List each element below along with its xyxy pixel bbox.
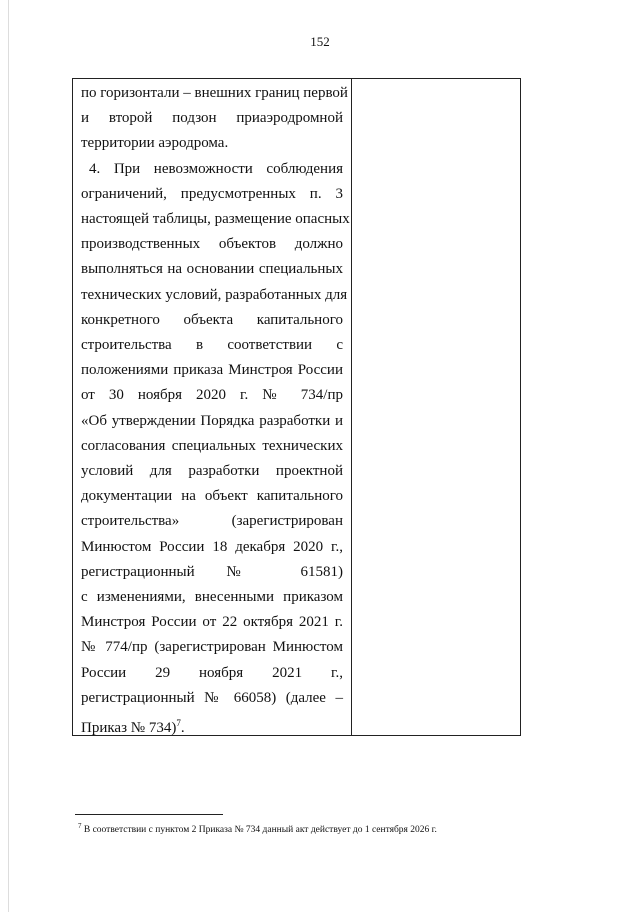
scan-edge xyxy=(8,0,9,912)
text-line: регистрационный № 61581) xyxy=(81,563,343,580)
footnote-reference[interactable]: 7 xyxy=(176,718,181,729)
text-line: и второй подзон приаэродромной xyxy=(81,110,343,127)
page-number: 152 xyxy=(310,34,330,49)
text-line: согласования специальных технических xyxy=(81,437,343,454)
text-line: от 30 ноября 2020 г. № 734/пр xyxy=(81,387,343,404)
table-left-cell xyxy=(72,78,352,736)
text-line-final: Приказ № 734)$^7$. xyxy=(81,718,185,737)
footnote xyxy=(78,822,437,835)
text-line: территории аэродрома. xyxy=(81,135,229,152)
text-line: России 29 ноября 2021 г., xyxy=(81,664,343,681)
text-line: технических условий, разработанных для xyxy=(81,286,348,303)
text-line: выполняться на основании специальных xyxy=(81,261,343,278)
text-line: Минюстом России 18 декабря 2020 г., xyxy=(81,538,343,555)
text-line: условий для разработки проектной xyxy=(81,463,343,480)
text-line: № 774/пр (зарегистрирован Минюстом xyxy=(81,639,343,656)
text-line: производственных объектов должно xyxy=(81,236,343,253)
footnote-divider xyxy=(75,814,223,815)
footnote-text: В соответствии с пунктом 2 Приказа № 734 данный акт действует до 1 сентября 2026 г. xyxy=(83,825,437,836)
final-line-text: Приказ № 734) xyxy=(81,720,177,737)
text-line: с изменениями, внесенными приказом xyxy=(81,589,343,606)
text-line: строительства» (зарегистрирован xyxy=(81,513,343,530)
text-line: строительства в соответствии с xyxy=(81,337,343,354)
text-line: по горизонтали – внешних границ первой xyxy=(81,85,348,101)
footnote-marker: 7 xyxy=(78,822,82,830)
text-line: ограничений, предусмотренных п. 3 xyxy=(81,185,343,202)
text-line: «Об утверждении Порядка разработки и xyxy=(81,412,343,429)
text-line: регистрационный № 66058) (далее – xyxy=(81,689,343,706)
cell-text xyxy=(81,81,350,741)
text-line: 4. При невозможности соблюдения xyxy=(89,160,343,177)
table-right-cell xyxy=(350,78,521,736)
text-line: Минстроя России от 22 октября 2021 г. xyxy=(81,614,343,631)
text-line: настоящей таблицы, размещение опасных xyxy=(81,211,350,228)
text-line: документации на объект капитального xyxy=(81,488,343,505)
text-line: конкретного объекта капитального xyxy=(81,311,343,328)
text-line: положениями приказа Минстроя России xyxy=(81,362,343,379)
